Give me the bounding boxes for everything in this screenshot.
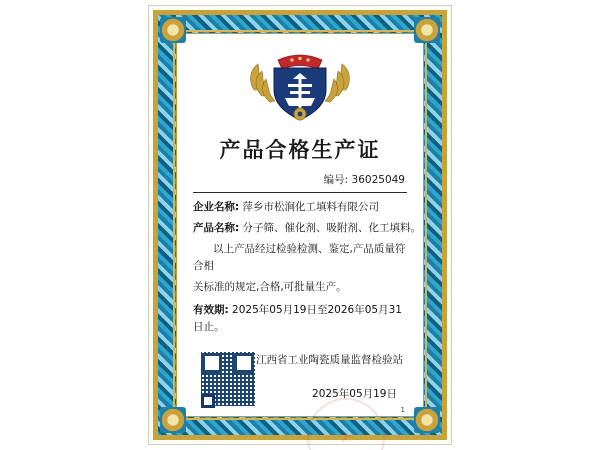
certificate-code xyxy=(193,172,405,187)
certificate-code-label: 编号: xyxy=(323,174,349,186)
certificate-document xyxy=(148,5,452,445)
product-name-label: 产品名称: xyxy=(193,222,240,234)
validity-value: 2025年05月19日至2026年05月31日止。 xyxy=(193,304,402,333)
certificate-content xyxy=(179,36,421,414)
divider xyxy=(193,192,407,193)
page-title: 产品合格生产证 xyxy=(219,138,381,162)
certificate-code-value: 36025049 xyxy=(351,174,405,186)
product-name-field xyxy=(193,220,422,237)
validity-label: 有效期: xyxy=(193,304,229,316)
issue-date: 2025年05月19日 xyxy=(312,388,397,400)
national-emblem xyxy=(244,46,356,124)
issuer-name: 江西省工业陶瓷质量监督检验站 xyxy=(256,354,403,366)
qr-code-finder-bottom-left xyxy=(201,394,215,408)
company-name-value: 萍乡市松涧化工填料有限公司 xyxy=(242,201,380,213)
product-name-value: 分子筛、催化剂、吸附剂、化工填料。 xyxy=(242,222,422,234)
company-name-field xyxy=(193,199,407,216)
company-name-label: 企业名称: xyxy=(193,201,240,213)
certificate-footer xyxy=(193,350,407,446)
validity-field xyxy=(193,302,407,336)
statement-line-2: 关标准的规定,合格,可批量生产。 xyxy=(193,281,347,293)
red-official-stamp xyxy=(307,398,385,450)
page-number: 1 xyxy=(400,406,405,414)
statement-line-1: 以上产品经过检验检测、鉴定,产品质量符合相 xyxy=(193,243,406,272)
